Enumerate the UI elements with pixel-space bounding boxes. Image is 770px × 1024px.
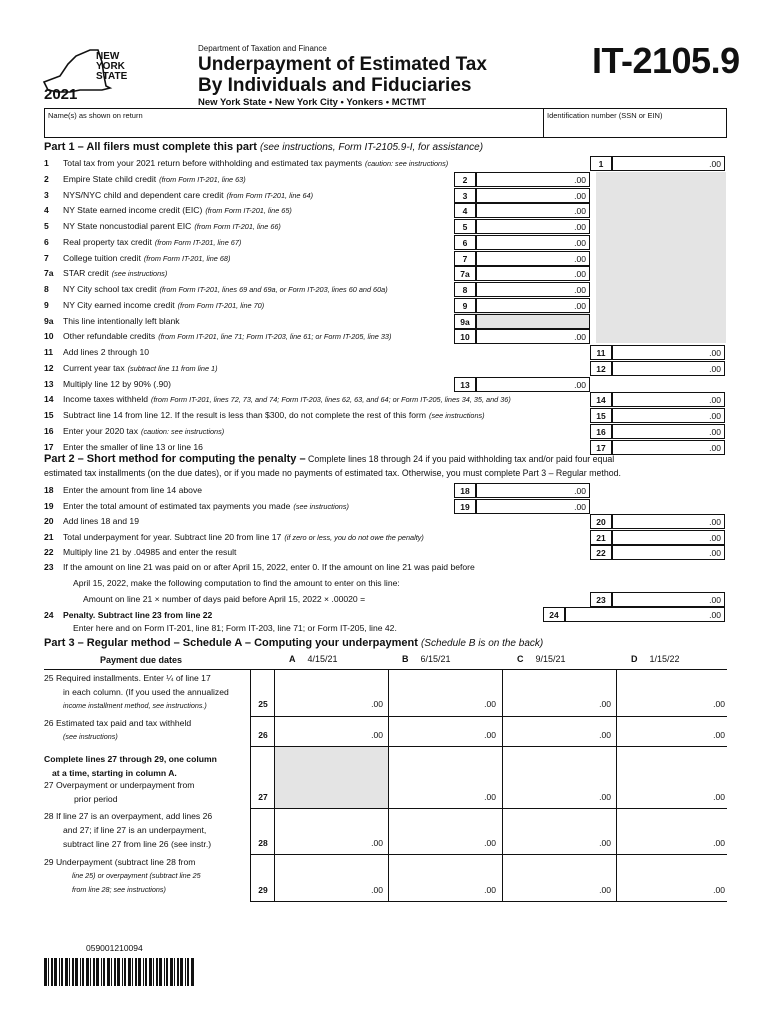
box-27: 27 xyxy=(258,792,268,802)
barcode-bar xyxy=(180,958,183,986)
amount-27-d[interactable]: .00 xyxy=(713,792,725,802)
box-9: 9 xyxy=(454,298,476,313)
amount-26-a[interactable]: .00 xyxy=(371,730,383,740)
amount-4[interactable]: .00 xyxy=(476,203,590,218)
column-header-a xyxy=(289,654,338,664)
line-note: (caution: see instructions) xyxy=(141,426,225,436)
line-number: 15 xyxy=(44,410,54,420)
barcode-bar xyxy=(111,958,112,986)
amount-6[interactable]: .00 xyxy=(476,235,590,250)
box-23: 23 xyxy=(590,592,612,607)
line-number: 22 xyxy=(44,547,54,557)
box-14: 14 xyxy=(590,392,612,407)
names-field[interactable] xyxy=(44,108,544,138)
amount-28-d[interactable]: .00 xyxy=(713,838,725,848)
amount-5[interactable]: .00 xyxy=(476,219,590,234)
box-6: 6 xyxy=(454,235,476,250)
box-19: 19 xyxy=(454,499,476,514)
barcode-bar xyxy=(96,958,99,986)
amount-27-c[interactable]: .00 xyxy=(599,792,611,802)
line-number: 11 xyxy=(44,347,54,357)
line-29-text: 29 Underpayment (subtract line 28 from line 25) or overpayment (subtract line 25 from line 28; see instructions) xyxy=(44,857,201,894)
grid-column-line xyxy=(616,670,617,902)
line-26-text: 26 Estimated tax paid and tax withheld (see instructions) xyxy=(44,718,192,741)
line-text: NY City earned income credit xyxy=(63,299,175,310)
line-number: 12 xyxy=(44,362,54,373)
line-text: Income taxes withheld xyxy=(63,394,149,405)
column-date: 6/15/21 xyxy=(420,654,451,664)
part3-header xyxy=(44,637,543,651)
box-26: 26 xyxy=(258,730,268,740)
line-23-calc: Amount on line 21 × number of days paid before April 15, 2022 × .00020 = xyxy=(83,594,366,604)
line-note: (from Form IT-201, line 65) xyxy=(205,206,292,216)
amount-11[interactable]: .00 xyxy=(612,345,725,360)
box-18: 18 xyxy=(454,483,476,498)
line-number: 4 xyxy=(44,205,49,216)
amount-1[interactable]: .00 xyxy=(612,156,725,171)
amount-3[interactable]: .00 xyxy=(476,188,590,203)
line-text: Multiply line 12 by 90% (.90) xyxy=(63,378,171,389)
line-number: 6 xyxy=(44,236,49,247)
barcode-bar xyxy=(191,958,194,986)
amount-15[interactable]: .00 xyxy=(612,408,725,423)
part3-title: Part 3 – Regular method – Schedule A – Computing your underpayment xyxy=(44,637,418,649)
box-3: 3 xyxy=(454,188,476,203)
line-number: 7 xyxy=(44,252,49,263)
barcode-image xyxy=(44,958,194,986)
part1-header xyxy=(44,141,483,155)
barcode-bar xyxy=(51,958,53,986)
barcode-bar xyxy=(86,958,89,986)
column-letter: B xyxy=(402,654,409,664)
amount-21[interactable]: .00 xyxy=(612,530,725,545)
department-name: Department of Taxation and Finance xyxy=(198,44,327,53)
line-12 xyxy=(44,361,218,376)
names-label: Name(s) as shown on return xyxy=(48,111,143,120)
line-number: 21 xyxy=(44,531,54,542)
box-5: 5 xyxy=(454,219,476,234)
amount-14[interactable]: .00 xyxy=(612,392,725,407)
part3-rule xyxy=(44,669,727,670)
amount-29-b[interactable]: .00 xyxy=(484,885,496,895)
payment-due-dates-label: Payment due dates xyxy=(100,655,183,665)
barcode-bar xyxy=(114,958,116,986)
nys-logo xyxy=(40,42,140,107)
barcode-bar xyxy=(164,958,165,986)
amount-23[interactable]: .00 xyxy=(612,592,725,607)
line-note: (see instructions) xyxy=(111,269,168,279)
box-16: 16 xyxy=(590,424,612,439)
barcode-bar xyxy=(61,958,63,986)
line-number: 10 xyxy=(44,331,54,342)
column-letter: A xyxy=(289,654,296,664)
grid-row-line xyxy=(250,854,727,855)
part3-instruction: Complete lines 27 through 29, one column at a time, starting in column A. xyxy=(44,754,217,778)
grid-column-line xyxy=(250,670,251,902)
line-24: 24 Penalty. Subtract line 23 from line 22 xyxy=(44,610,213,620)
title-line-1: Underpayment of Estimated Tax xyxy=(198,54,487,75)
box-24: 24 xyxy=(543,607,565,622)
line-text: Enter the amount from line 14 above xyxy=(63,485,203,495)
line-14 xyxy=(44,392,511,407)
amount-24[interactable]: .00 xyxy=(565,607,725,622)
box-28: 28 xyxy=(258,838,268,848)
line-number: 3 xyxy=(44,189,49,200)
line-number: 20 xyxy=(44,516,54,526)
barcode-bar xyxy=(80,958,81,986)
line-note: (from Form IT-201, lines 69 and 69a, or Form IT-203, lines 60 and 60a) xyxy=(159,285,388,294)
line27-col-a-shaded xyxy=(275,747,388,808)
column-header-b xyxy=(402,654,451,664)
barcode-bar xyxy=(159,958,162,986)
box-2: 2 xyxy=(454,172,476,187)
grid-column-line xyxy=(502,670,503,902)
line-note: (if zero or less, you do not owe the penalty) xyxy=(284,532,424,542)
line-text: Multiply line 21 by .04985 and enter the result xyxy=(63,547,237,557)
line-text: Subtract line 14 from line 12. If the result is less than $300, do not complete the rest of this form xyxy=(63,410,427,420)
line-23-cont: April 15, 2022, make the following computation to find the amount to enter on this line: xyxy=(73,578,400,588)
line-number: 17 xyxy=(44,441,54,452)
barcode-bar xyxy=(166,958,168,986)
amount-29-c[interactable]: .00 xyxy=(599,885,611,895)
line-text: Enter the total amount of estimated tax payments you made xyxy=(63,500,291,511)
form-title xyxy=(198,54,487,96)
line-9a xyxy=(44,314,180,329)
amount-16[interactable]: .00 xyxy=(612,424,725,439)
barcode-bar xyxy=(72,958,74,986)
line-10 xyxy=(44,329,391,344)
line24-text: Penalty. Subtract line 23 from line 22 xyxy=(63,610,213,620)
amount-26-b[interactable]: .00 xyxy=(484,730,496,740)
box-15: 15 xyxy=(590,408,612,423)
title-line-2: By Individuals and Fiduciaries xyxy=(198,75,472,96)
grid-row-line xyxy=(250,716,727,717)
part3-note: (Schedule B is on the back) xyxy=(420,638,544,649)
line-11 xyxy=(44,345,149,360)
part1-shaded-area xyxy=(596,172,726,343)
amount-26-c[interactable]: .00 xyxy=(599,730,611,740)
barcode-bar xyxy=(103,958,105,986)
box-12: 12 xyxy=(590,361,612,376)
line-text: Current year tax xyxy=(63,362,125,373)
line-15 xyxy=(44,408,485,423)
barcode-bar xyxy=(59,958,60,986)
amount-8[interactable]: .00 xyxy=(476,282,590,297)
line-number: 9a xyxy=(44,315,54,326)
line-number: 19 xyxy=(44,500,54,511)
box-25: 25 xyxy=(258,699,268,709)
part2-intro-2: estimated tax installments (on the due dates), or if you made no payments of estimated tax. Otherwise, you must complete Part 3 – Regular method. xyxy=(44,468,621,478)
line-note: (from Form IT-201, line 63) xyxy=(159,174,246,184)
barcode-bar xyxy=(101,958,102,986)
column-date: 1/15/22 xyxy=(649,654,680,664)
line-2 xyxy=(44,172,246,187)
barcode-bar xyxy=(124,958,126,986)
barcode-bar xyxy=(54,958,57,986)
box-1: 1 xyxy=(590,156,612,171)
line-28-text: 28 If line 27 is an overpayment, add lines 26 and 27; if line 27 is an underpayment, subtract line 27 from line 26 (see instr.) xyxy=(44,811,213,849)
barcode-bar xyxy=(48,958,49,986)
line-text: College tuition credit xyxy=(63,252,141,263)
line-22 xyxy=(44,545,236,560)
amount-20[interactable]: .00 xyxy=(612,514,725,529)
barcode-bar xyxy=(44,958,47,986)
box-17: 17 xyxy=(590,440,612,455)
line-7a xyxy=(44,266,167,281)
line-number: 1 xyxy=(44,158,49,168)
line-27-text: 27 Overpayment or underpayment from prior period xyxy=(44,780,195,804)
amount-27-b[interactable]: .00 xyxy=(484,792,496,802)
amount-25-a[interactable]: .00 xyxy=(371,699,383,709)
amount-28-b[interactable]: .00 xyxy=(484,838,496,848)
barcode-bar xyxy=(135,958,137,986)
part1-title: Part 1 – All filers must complete this part xyxy=(44,141,257,153)
barcode-bar xyxy=(143,958,144,986)
barcode-bar xyxy=(117,958,120,986)
amount-25-c[interactable]: .00 xyxy=(599,699,611,709)
line-note: (see instructions) xyxy=(429,411,485,420)
line-20 xyxy=(44,514,139,529)
box-8: 8 xyxy=(454,282,476,297)
line-23: 23 If the amount on line 21 was paid on or after April 15, 2022, enter 0. If the amount on line 21 was paid before xyxy=(44,562,475,572)
line-7 xyxy=(44,251,230,266)
logo-line-3: STATE xyxy=(96,71,128,82)
line-note: (caution: see instructions) xyxy=(365,159,449,168)
box-29: 29 xyxy=(258,885,268,895)
barcode-bar xyxy=(187,958,189,986)
line-text: Enter your 2020 tax xyxy=(63,425,139,436)
amount-2[interactable]: .00 xyxy=(476,172,590,187)
line-text: Total tax from your 2021 return before withholding and estimated tax payments xyxy=(63,158,363,168)
column-date: 9/15/21 xyxy=(535,654,566,664)
amount-17[interactable]: .00 xyxy=(612,440,725,455)
line-text: Empire State child credit xyxy=(63,173,157,184)
line-number: 18 xyxy=(44,485,54,495)
amount-12[interactable]: .00 xyxy=(612,361,725,376)
line-19 xyxy=(44,499,349,514)
box-22: 22 xyxy=(590,545,612,560)
line-note: (see instructions) xyxy=(293,501,349,511)
barcode-number: 059001210094 xyxy=(86,943,143,953)
line-13 xyxy=(44,377,171,392)
barcode-bar xyxy=(90,958,91,986)
amount-26-d[interactable]: .00 xyxy=(713,730,725,740)
line-note: (from Form IT-201, lines 72, 73, and 74; Form IT-203, lines 62, 63, and 64; or Form IT-205, lines 34, 35, and 36) xyxy=(151,395,511,405)
line-text: Add lines 18 and 19 xyxy=(63,516,139,526)
line-4 xyxy=(44,203,292,218)
line-number: 7a xyxy=(44,268,54,279)
barcode-bar xyxy=(149,958,152,986)
barcode-bar xyxy=(65,958,68,986)
grid-row-line xyxy=(250,808,727,809)
line-text: This line intentionally left blank xyxy=(63,315,180,326)
line-number: 5 xyxy=(44,221,49,231)
column-date: 4/15/21 xyxy=(307,654,338,664)
amount-29-d[interactable]: .00 xyxy=(713,885,725,895)
line-text: Other refundable credits xyxy=(63,331,156,342)
amount-25-b[interactable]: .00 xyxy=(484,699,496,709)
amount-13[interactable]: .00 xyxy=(476,377,590,392)
amount-7a[interactable]: .00 xyxy=(476,266,590,281)
line-note: (subtract line 11 from line 1) xyxy=(127,363,218,373)
line-text: NY State noncustodial parent EIC xyxy=(63,221,192,231)
barcode-bar xyxy=(177,958,179,986)
barcode-bar xyxy=(174,958,175,986)
line-note: (from Form IT-201, line 66) xyxy=(194,222,281,231)
line-note: (from Form IT-201, line 70) xyxy=(177,300,265,310)
line-text: NY State earned income credit (EIC) xyxy=(63,205,203,216)
amount-18[interactable]: .00 xyxy=(476,483,590,498)
barcode-bar xyxy=(69,958,70,986)
line-note: (from Form IT-201, line 67) xyxy=(154,237,242,247)
line-text: Enter the smaller of line 13 or line 16 xyxy=(63,441,203,452)
line-25-text: 25 Required installments. Enter ¼ of line 17 in each column. (If you used the annualized income installment method, see instructions.) xyxy=(44,673,229,710)
line-18 xyxy=(44,483,202,498)
grid-row-line xyxy=(250,746,727,747)
line-16 xyxy=(44,424,224,439)
barcode-bar xyxy=(93,958,95,986)
line-5 xyxy=(44,219,281,234)
line-text: Real property tax credit xyxy=(63,236,152,247)
amount-28-c[interactable]: .00 xyxy=(599,838,611,848)
part2-header xyxy=(44,452,724,480)
line-9 xyxy=(44,298,264,313)
line-8 xyxy=(44,282,388,297)
barcode-bar xyxy=(156,958,158,986)
line-21 xyxy=(44,530,424,545)
amount-29-a[interactable]: .00 xyxy=(371,885,383,895)
amount-7[interactable]: .00 xyxy=(476,251,590,266)
barcode-bar xyxy=(138,958,141,986)
box-21: 21 xyxy=(590,530,612,545)
barcode-bar xyxy=(132,958,133,986)
amount-22[interactable]: .00 xyxy=(612,545,725,560)
part1-note: (see instructions, Form IT-2105.9-I, for assistance) xyxy=(260,142,484,153)
line-text: NY City school tax credit xyxy=(63,284,157,294)
box-11: 11 xyxy=(590,345,612,360)
logo-line-1: NEW xyxy=(96,51,120,62)
barcode-bar xyxy=(122,958,123,986)
amount-28-a[interactable]: .00 xyxy=(371,838,383,848)
barcode-bar xyxy=(82,958,84,986)
line-number: 16 xyxy=(44,425,54,436)
part2-intro-1: Complete lines 18 through 24 if you paid withholding tax and/or paid four equal xyxy=(308,454,615,464)
box-7: 7 xyxy=(454,251,476,266)
box-20: 20 xyxy=(590,514,612,529)
amount-9[interactable]: .00 xyxy=(476,298,590,313)
line-3 xyxy=(44,188,313,203)
line-number: 14 xyxy=(44,394,54,405)
column-header-c xyxy=(517,654,566,664)
line23-text-1: If the amount on line 21 was paid on or after April 15, 2022, enter 0. If the amount on line 21 was paid before xyxy=(63,562,475,572)
line-text: Add lines 2 through 10 xyxy=(63,347,150,357)
line-6 xyxy=(44,235,241,250)
barcode-bars xyxy=(44,958,194,986)
identification-number-label: Identification number (SSN or EIN) xyxy=(547,111,663,120)
grid-row-line xyxy=(250,901,727,902)
column-letter: C xyxy=(517,654,524,664)
barcode-bar xyxy=(128,958,131,986)
barcode-bar xyxy=(107,958,110,986)
box-13: 13 xyxy=(454,377,476,392)
part2-title: Part 2 – Short method for computing the penalty – xyxy=(44,453,306,465)
barcode-bar xyxy=(153,958,154,986)
line-text: NYS/NYC child and dependent care credit xyxy=(63,189,224,200)
logo-line-2: YORK xyxy=(96,61,125,72)
line-note: (from Form IT-201, line 64) xyxy=(226,190,314,200)
grid-column-line xyxy=(388,670,389,902)
box-4: 4 xyxy=(454,203,476,218)
box-7a: 7a xyxy=(454,266,476,281)
column-letter: D xyxy=(631,654,638,664)
line-note: (from Form IT-201, line 71; Form IT-203, line 61; or Form IT-205, line 33) xyxy=(158,332,392,342)
barcode-bar xyxy=(170,958,173,986)
column-header-d xyxy=(631,654,680,664)
barcode-bar xyxy=(145,958,147,986)
tax-year: 2021 xyxy=(44,86,78,103)
jurisdictions-subtitle: New York State • New York City • Yonkers • MCTMT xyxy=(198,97,427,108)
line-text: Total underpayment for year. Subtract line 20 from line 17 xyxy=(63,531,282,542)
line24-note: Enter here and on Form IT-201, line 81; Form IT-203, line 71; or Form IT-205, line 42. xyxy=(73,623,397,633)
amount-9a[interactable] xyxy=(476,314,590,329)
box-9a: 9a xyxy=(454,314,476,329)
line-note: (from Form IT-201, line 68) xyxy=(143,253,231,263)
amount-10[interactable]: .00 xyxy=(476,329,590,344)
barcode-bar xyxy=(75,958,78,986)
box-10: 10 xyxy=(454,329,476,344)
line-1 xyxy=(44,156,448,171)
line-number: 2 xyxy=(44,173,49,184)
line-text: STAR credit xyxy=(63,268,109,279)
line-number: 13 xyxy=(44,378,54,389)
line-number: 8 xyxy=(44,284,49,294)
barcode-bar xyxy=(185,958,186,986)
amount-19[interactable]: .00 xyxy=(476,499,590,514)
form-number: IT-2105.9 xyxy=(592,40,740,81)
amount-25-d[interactable]: .00 xyxy=(713,699,725,709)
identification-number-field[interactable] xyxy=(543,108,727,138)
line-number: 9 xyxy=(44,299,49,310)
